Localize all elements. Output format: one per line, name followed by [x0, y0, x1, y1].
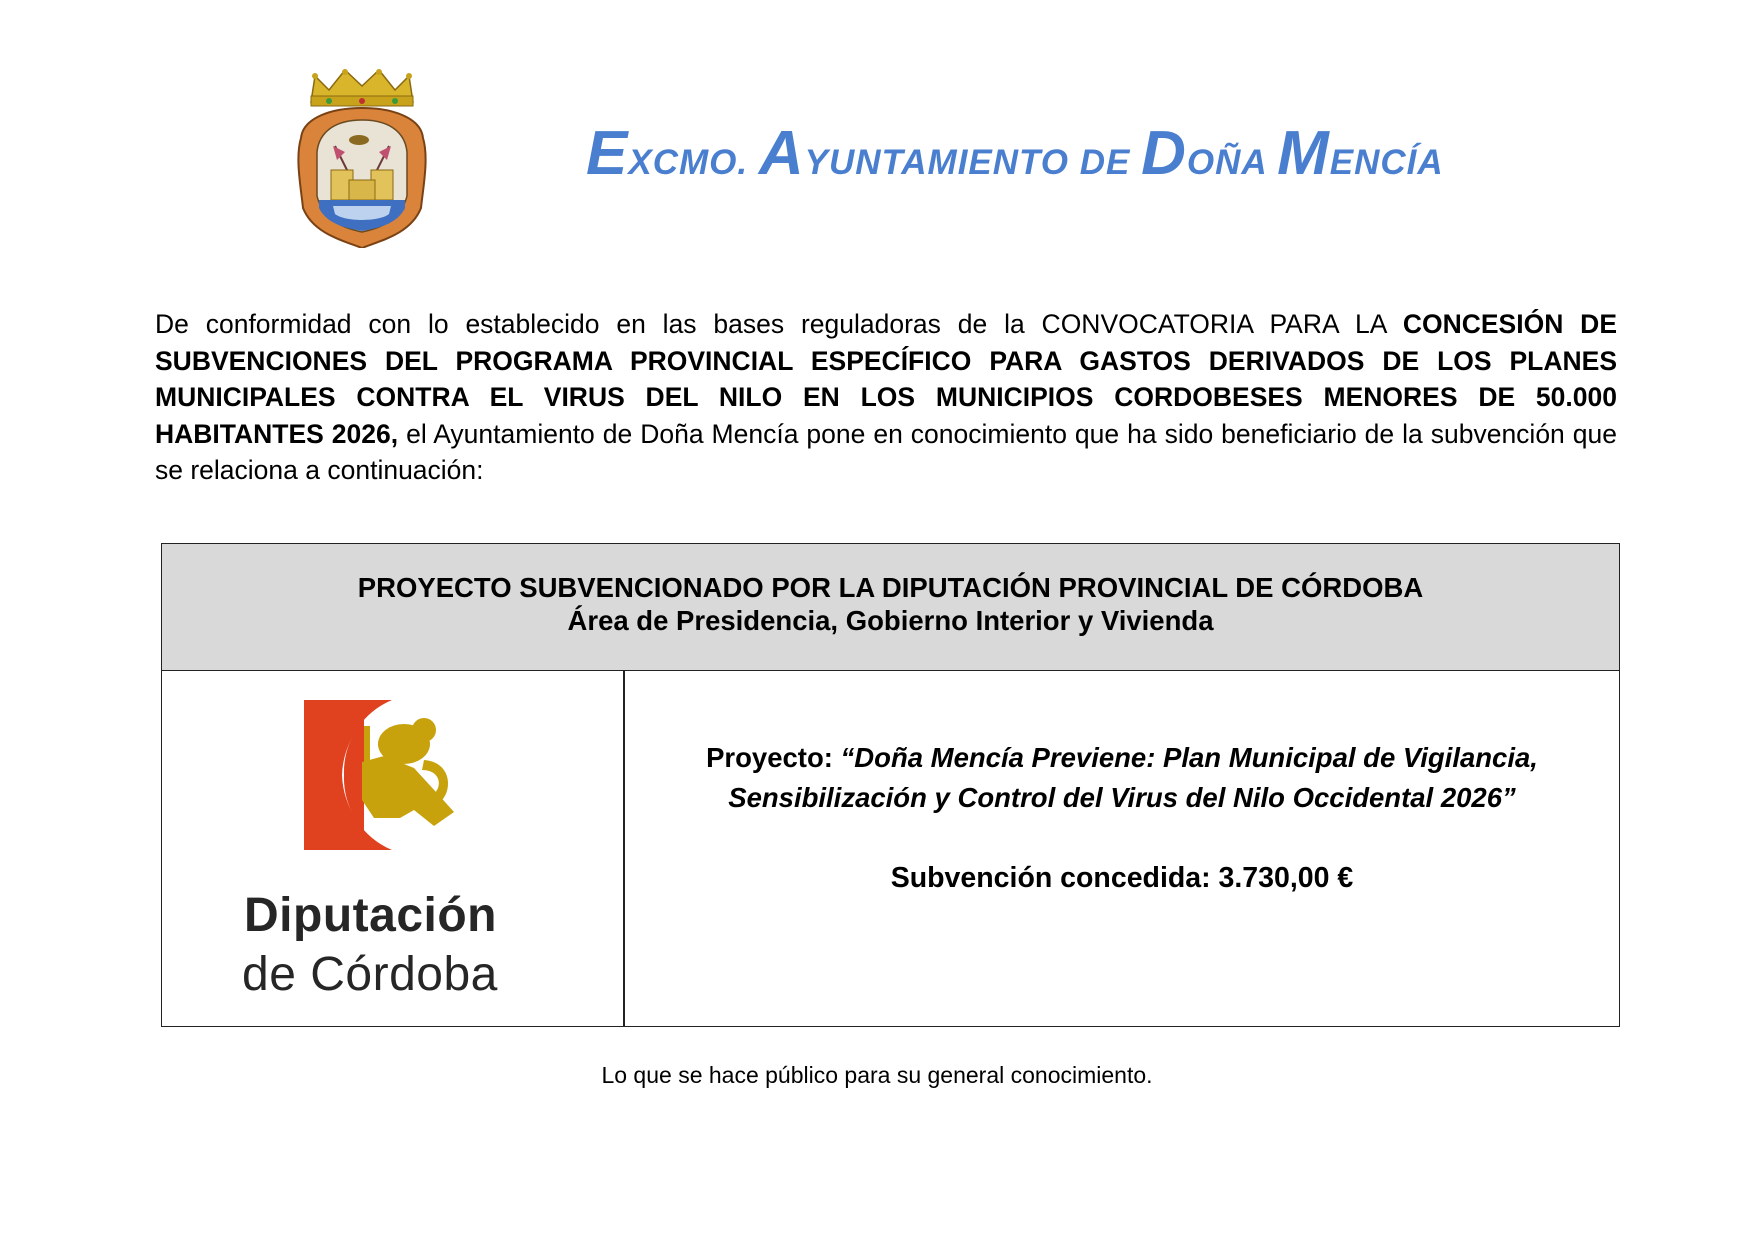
logo-text-cordoba: de Córdoba	[242, 948, 498, 1001]
table-header-title: PROYECTO SUBVENCIONADO POR LA DIPUTACIÓN PROVINCIAL DE CÓRDOBA	[357, 572, 1424, 603]
title-word: DOÑA	[1141, 119, 1278, 188]
grant-amount: Subvención concedida: 3.730,00 €	[890, 862, 1354, 894]
title-word: AYUNTAMIENTO DE	[758, 119, 1142, 188]
municipal-crest-icon	[293, 68, 431, 248]
intro-text: De conformidad con lo establecido en las bases reguladoras de la CONVOCATORIA PARA LA	[155, 309, 1403, 339]
intro-text-end: el Ayuntamiento de Doña Mencía pone en conocimiento que ha sido beneficiario de la subvención que se relaciona a continuación:	[155, 418, 1617, 485]
title-word: MENCÍA	[1277, 119, 1444, 188]
intro-bold-text: CONCESIÓN DE SUBVENCIONES DEL PROGRAMA PROVINCIAL ESPECÍFICO PARA GASTOS DERIVADOS DE LOS PLANES MUNICIPALES CONTRA EL VIRUS DEL NILO EN LOS MUNICIPIOS CORDOBESES MENORES DE 50.000 HABITANTES 2026,	[155, 309, 1617, 449]
project-cell	[625, 670, 1619, 1026]
diputacion-logo	[162, 670, 623, 1026]
diputacion-lion-icon	[304, 700, 454, 850]
project-label: Proyecto:	[706, 742, 841, 773]
page-title	[586, 118, 1486, 198]
logo-text-diputacion: Diputación	[244, 889, 497, 942]
project-name: “Doña Mencía Previene: Plan Municipal de Vigilancia, Sensibilización y Control del Virus del Nilo Occidental 2026”	[728, 742, 1538, 813]
title-word: EXCMO.	[586, 119, 759, 188]
table-header	[162, 544, 1619, 671]
grant-table	[161, 543, 1620, 1027]
intro-paragraph	[155, 306, 1617, 489]
project-description	[645, 738, 1599, 818]
footer-note: Lo que se hace público para su general conocimiento.	[601, 1062, 1153, 1088]
table-header-subtitle: Área de Presidencia, Gobierno Interior y Vivienda	[567, 605, 1214, 636]
